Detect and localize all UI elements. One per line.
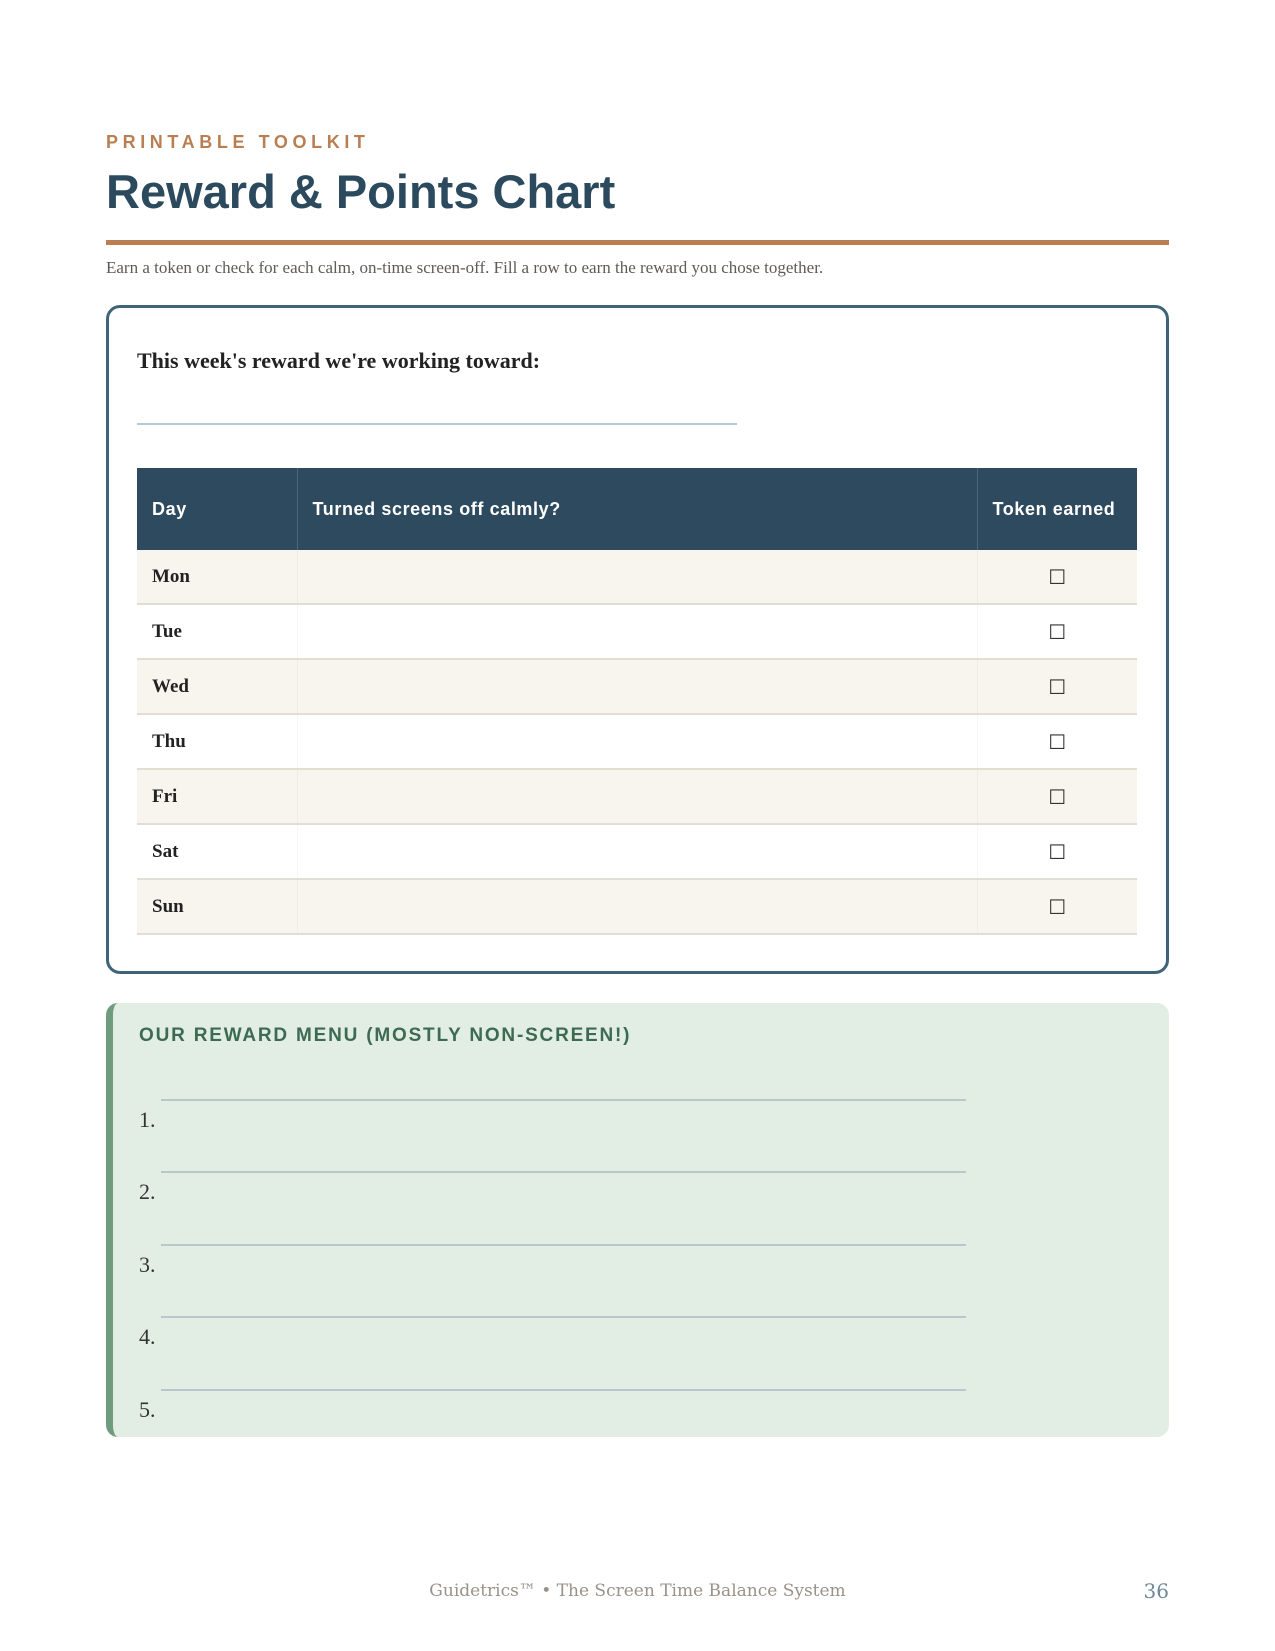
menu-write-line[interactable] (161, 1099, 966, 1101)
reward-chart-table (137, 468, 1137, 935)
table-row (137, 769, 1137, 824)
goal-label: This week's reward we're working toward: (137, 348, 541, 373)
footer-text: Guidetrics™ • The Screen Time Balance System (429, 1581, 846, 1601)
day-cell: Sat (137, 824, 297, 879)
reward-menu-panel (106, 1003, 1169, 1437)
table-row (137, 604, 1137, 659)
token-checkbox[interactable]: ☐ (977, 659, 1137, 714)
calm-cell[interactable] (297, 879, 977, 934)
day-cell: Mon (137, 550, 297, 604)
menu-item-number: 5. (139, 1397, 156, 1422)
menu-item (139, 1244, 969, 1277)
menu-item (139, 1171, 969, 1204)
token-checkbox[interactable]: ☐ (977, 604, 1137, 659)
calm-cell[interactable] (297, 714, 977, 769)
reward-chart-card (106, 305, 1169, 974)
table-row (137, 550, 1137, 604)
menu-item-number: 2. (139, 1179, 156, 1204)
menu-write-line[interactable] (161, 1389, 966, 1391)
day-cell: Fri (137, 769, 297, 824)
menu-item (139, 1389, 969, 1422)
page-number: 36 (1143, 1579, 1169, 1603)
calm-cell[interactable] (297, 604, 977, 659)
token-checkbox[interactable]: ☐ (977, 824, 1137, 879)
header-day: Day (137, 468, 297, 550)
calm-cell[interactable] (297, 659, 977, 714)
token-checkbox[interactable]: ☐ (977, 550, 1137, 604)
table-row (137, 824, 1137, 879)
table-row (137, 659, 1137, 714)
day-cell: Thu (137, 714, 297, 769)
token-checkbox[interactable]: ☐ (977, 879, 1137, 934)
day-cell: Wed (137, 659, 297, 714)
goal-write-line[interactable] (137, 423, 737, 425)
page-title: Reward & Points Chart (106, 165, 616, 218)
eyebrow-label: PRINTABLE TOOLKIT (106, 132, 370, 152)
title-divider (106, 240, 1169, 245)
menu-item-number: 4. (139, 1324, 156, 1349)
menu-write-line[interactable] (161, 1171, 966, 1173)
token-checkbox[interactable]: ☐ (977, 769, 1137, 824)
table-row (137, 714, 1137, 769)
header-token: Token earned (977, 468, 1137, 550)
menu-item (139, 1316, 969, 1349)
table-header-row (137, 468, 1137, 550)
reward-menu-title: OUR REWARD MENU (MOSTLY NON-SCREEN!) (139, 1025, 632, 1046)
menu-item-number: 3. (139, 1252, 156, 1277)
token-checkbox[interactable]: ☐ (977, 714, 1137, 769)
calm-cell[interactable] (297, 824, 977, 879)
header-calm: Turned screens off calmly? (297, 468, 977, 550)
menu-item-number: 1. (139, 1107, 156, 1132)
table-row (137, 879, 1137, 934)
day-cell: Sun (137, 879, 297, 934)
calm-cell[interactable] (297, 769, 977, 824)
menu-write-line[interactable] (161, 1244, 966, 1246)
day-cell: Tue (137, 604, 297, 659)
menu-item (139, 1099, 969, 1132)
menu-write-line[interactable] (161, 1316, 966, 1318)
intro-text: Earn a token or check for each calm, on-time screen-off. Fill a row to earn the reward you chose together. (106, 258, 824, 277)
calm-cell[interactable] (297, 550, 977, 604)
